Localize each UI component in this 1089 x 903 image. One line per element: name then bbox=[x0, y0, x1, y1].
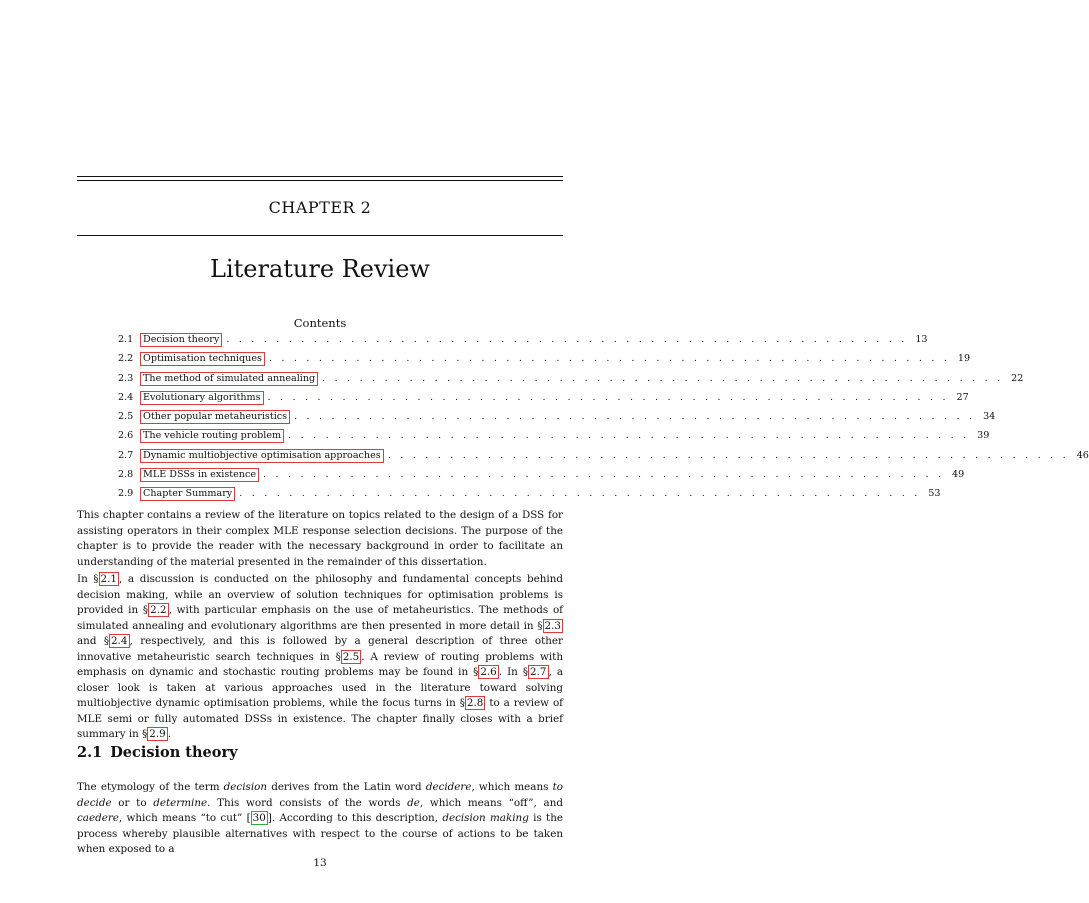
section-ref-link[interactable]: 2.2 bbox=[150, 604, 167, 616]
section-ref-link[interactable]: 2.7 bbox=[530, 666, 547, 678]
toc-entry-number: 2.1 bbox=[118, 334, 134, 345]
toc-entry-link[interactable]: Optimisation techniques bbox=[140, 352, 265, 366]
body-text: . This word consists of the words bbox=[207, 796, 408, 809]
body-text: , which means “to cut” [ bbox=[118, 812, 251, 824]
emphasis-text: de bbox=[407, 796, 420, 809]
body-text: derives from the Latin word bbox=[267, 781, 426, 793]
toc-entry[interactable] bbox=[118, 391, 969, 410]
section-ref-link[interactable]: 2.8 bbox=[466, 697, 484, 709]
contents-heading: Contents bbox=[293, 316, 347, 330]
toc-entry-number: 2.7 bbox=[118, 449, 134, 461]
toc-entry-link[interactable]: The method of simulated annealing bbox=[140, 372, 318, 386]
toc-entry-number: 2.6 bbox=[118, 430, 134, 442]
toc-leader-dots: . . . . . . . . . . . . . . . . . . . . . . . . . . . . . . . . . . . . . . . . . . . . . . . . . . . . . . . bbox=[294, 411, 976, 423]
section-heading bbox=[77, 744, 238, 761]
toc-entry-number: 2.8 bbox=[118, 469, 134, 481]
toc-entry-number: 2.5 bbox=[118, 411, 134, 423]
toc-leader-dots: . . . . . . . . . . . . . . . . . . . . . . . . . . . . . . . . . . . . . . . . . . . . . . . . . . . . . . . bbox=[239, 488, 921, 500]
toc-entry[interactable] bbox=[118, 333, 928, 352]
toc-entry-number: 2.3 bbox=[118, 372, 134, 384]
toc-entry-page: 19 bbox=[957, 353, 971, 365]
toc-leader-dots: . . . . . . . . . . . . . . . . . . . . . . . . . . . . . . . . . . . . . . . . . . . . . . . . . . . . . . . bbox=[268, 353, 951, 365]
emphasis-text: decision bbox=[223, 781, 268, 793]
toc-leader-dots: . . . . . . . . . . . . . . . . . . . . . . . . . . . . . . . . . . . . . . . . . . . . . . . . . . . . . . . bbox=[263, 469, 945, 481]
toc-entry-link[interactable]: The vehicle routing problem bbox=[140, 429, 284, 443]
body-text: to a review of MLE semi or fully automated DSSs in existence. The chapter finally closes with a brief summary in § bbox=[77, 697, 564, 740]
toc-entry-link[interactable]: Evolutionary algorithms bbox=[140, 391, 264, 405]
page-number: 13 bbox=[313, 857, 327, 869]
emphasis-text: determine bbox=[153, 796, 208, 809]
toc-entry-page: 49 bbox=[952, 469, 965, 481]
body-text: . In § bbox=[498, 666, 529, 678]
intro-paragraph: This chapter contains a review of the literature on topics related to the design of a DSS for assisting operators in their complex MLE response selection decisions. The purpose of the chapter is to provide the reader with the necessary background in order to facilitate an understanding of the material presented in the remainder of this dissertation. bbox=[77, 509, 563, 568]
body-text: The etymology of the term bbox=[77, 781, 224, 793]
toc-entry[interactable] bbox=[118, 372, 1024, 391]
section-ref-link[interactable]: 2.4 bbox=[111, 635, 128, 647]
toc-entry-page: 13 bbox=[915, 334, 928, 345]
toc-entry-number: 2.9 bbox=[118, 488, 134, 500]
overview-paragraph bbox=[77, 572, 563, 743]
body-text: , with particular emphasis on the use of metaheuristics. The methods of simulated annealing and evolutionary algorithms are then presented in more detail in § bbox=[77, 604, 564, 632]
toc-entry-link[interactable]: Other popular metaheuristics bbox=[140, 410, 290, 424]
top-rule-thin bbox=[77, 180, 563, 181]
emphasis-text: to decide bbox=[77, 781, 563, 809]
emphasis-text: caedere bbox=[77, 812, 119, 824]
emphasis-text: decidere bbox=[425, 781, 472, 793]
body-text: ]. According to this description, bbox=[267, 812, 443, 824]
section-ref-link[interactable]: 2.6 bbox=[480, 666, 497, 678]
body-text: , respectively, and this is followed by a general description of three other innovative metaheuristic search techniques in § bbox=[77, 635, 563, 663]
toc-entry[interactable] bbox=[118, 487, 941, 506]
toc-entry[interactable] bbox=[118, 449, 1089, 468]
toc-entry-link[interactable]: Chapter Summary bbox=[140, 487, 235, 501]
toc-entry-page: 39 bbox=[977, 430, 990, 442]
toc-entry[interactable] bbox=[118, 352, 971, 371]
toc-entry-number: 2.2 bbox=[118, 353, 134, 365]
section-number: 2.1 bbox=[77, 744, 103, 761]
toc-entry-link[interactable]: Decision theory bbox=[140, 333, 222, 347]
body-text: , which means “off”, and bbox=[419, 796, 563, 809]
toc-entry-link[interactable]: MLE DSSs in existence bbox=[140, 468, 259, 482]
toc-leader-dots: . . . . . . . . . . . . . . . . . . . . . . . . . . . . . . . . . . . . . . . . . . . . . . . . . . . . . . . bbox=[267, 391, 949, 403]
etymology-paragraph bbox=[77, 780, 563, 858]
body-text: and § bbox=[77, 635, 110, 647]
emphasis-text: decision making bbox=[442, 812, 529, 824]
toc-leader-dots: . . . . . . . . . . . . . . . . . . . . . . . . . . . . . . . . . . . . . . . . . . . . . . . . . . . . . . . bbox=[288, 430, 970, 442]
body-text: . A review of routing problems with emphasis on dynamic and stochastic routing problems may be found in § bbox=[77, 650, 564, 678]
section-title: Decision theory bbox=[110, 744, 238, 761]
chapter-rule bbox=[77, 235, 563, 236]
toc-leader-dots: . . . . . . . . . . . . . . . . . . . . . . . . . . . . . . . . . . . . . . . . . . . . . . . . . . . . . . . bbox=[226, 334, 908, 345]
body-text: , a closer look is taken at various approaches used in the literature toward solving multiobjective dynamic optimisation problems, while the focus turns in § bbox=[77, 666, 563, 709]
section-ref-link[interactable]: 2.1 bbox=[100, 573, 117, 585]
toc-leader-dots: . . . . . . . . . . . . . . . . . . . . . . . . . . . . . . . . . . . . . . . . . . . . . . . . . . . . . . . bbox=[387, 449, 1069, 461]
toc-entry[interactable] bbox=[118, 429, 990, 448]
toc-entry-page: 46 bbox=[1076, 449, 1089, 461]
toc-entry[interactable] bbox=[118, 410, 996, 429]
body-text: . bbox=[167, 728, 172, 740]
toc-entry-link[interactable]: Dynamic multiobjective optimisation approaches bbox=[140, 449, 384, 463]
toc-entry-number: 2.4 bbox=[118, 391, 134, 403]
toc-entry-page: 22 bbox=[1011, 372, 1024, 384]
section-ref-link[interactable]: 2.9 bbox=[149, 728, 166, 740]
section-ref-link[interactable]: 2.3 bbox=[544, 619, 561, 632]
body-text: , which means bbox=[471, 781, 553, 793]
citation-link[interactable]: 30 bbox=[252, 812, 266, 824]
body-text: is the process whereby plausible alternatives with respect to the course of actions to be taken when exposed to a bbox=[77, 812, 563, 855]
section-ref-link[interactable]: 2.5 bbox=[342, 650, 360, 663]
chapter-label: CHAPTER 2 bbox=[268, 198, 372, 217]
table-of-contents bbox=[118, 333, 1089, 507]
body-text: In § bbox=[77, 573, 99, 585]
top-rule-thick bbox=[77, 176, 563, 177]
toc-entry-page: 34 bbox=[983, 411, 996, 423]
toc-entry[interactable] bbox=[118, 468, 965, 487]
toc-leader-dots: . . . . . . . . . . . . . . . . . . . . . . . . . . . . . . . . . . . . . . . . . . . . . . . . . . . . . . . bbox=[322, 372, 1004, 384]
toc-entry-page: 53 bbox=[928, 488, 941, 500]
chapter-title: Literature Review bbox=[210, 255, 430, 283]
body-text: , a discussion is conducted on the philosophy and fundamental concepts behind decision making, while an overview of solution techniques for optimisation problems is provided in § bbox=[77, 573, 563, 616]
toc-entry-page: 27 bbox=[956, 391, 969, 403]
body-text: or to bbox=[111, 796, 154, 809]
